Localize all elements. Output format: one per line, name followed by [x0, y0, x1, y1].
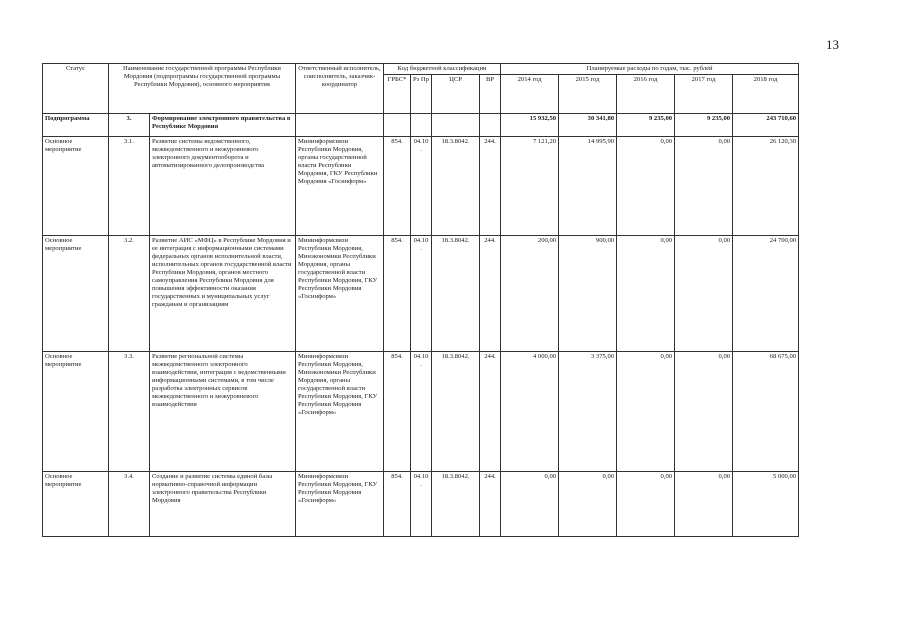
row-grbs: 854. — [384, 236, 411, 352]
row-2016: 0,00 — [617, 472, 675, 537]
header-rz-pr: Рз Пр — [411, 75, 432, 114]
row-2015: 3 375,00 — [559, 352, 617, 472]
subprogram-2017: 9 235,00 — [675, 114, 733, 137]
subprogram-row — [43, 114, 799, 137]
header-year-2016: 2016 год — [617, 75, 675, 114]
row-csr: 18.3.8042. — [432, 472, 480, 537]
row-2017: 0,00 — [675, 352, 733, 472]
row-num: 3.2. — [109, 236, 150, 352]
header-csr: ЦСР — [432, 75, 480, 114]
subprogram-2016: 9 235,00 — [617, 114, 675, 137]
row-2015: 900,00 — [559, 236, 617, 352]
table-row — [43, 352, 799, 472]
row-2015: 14 995,90 — [559, 137, 617, 236]
row-vr: 244. — [480, 352, 501, 472]
row-2015: 0,00 — [559, 472, 617, 537]
row-responsible: Мининформсвязи Республики Мордовия, ГКУ Республики Мордовия «Госинформ» — [296, 472, 384, 537]
header-grbs: ГРБС* — [384, 75, 411, 114]
header-planned: Планируемые расходы по годам, тыс. рублей — [501, 64, 799, 75]
row-grbs: 854. — [384, 137, 411, 236]
row-2018: 5 000,00 — [733, 472, 799, 537]
row-2017: 0,00 — [675, 472, 733, 537]
row-grbs: 854. — [384, 352, 411, 472]
subprogram-2018: 243 710,60 — [733, 114, 799, 137]
expenses-table — [42, 63, 799, 537]
header-status: Статус — [43, 64, 109, 114]
row-2014: 200,00 — [501, 236, 559, 352]
row-2018: 68 675,00 — [733, 352, 799, 472]
row-2016: 0,00 — [617, 352, 675, 472]
header-year-2017: 2017 год — [675, 75, 733, 114]
row-name: Создание и развитие системы единой базы нормативно-справочной информации электронного правительства Республики Мордовия — [150, 472, 296, 537]
row-name: Развитие системы ведомственного, межведомственного и межуровневого электронного документооборота и автоматизированного делопроизводства — [150, 137, 296, 236]
row-2018: 26 120,30 — [733, 137, 799, 236]
header-year-2014: 2014 год — [501, 75, 559, 114]
header-year-2015: 2015 год — [559, 75, 617, 114]
row-rz: 04.10. — [411, 472, 432, 537]
subprogram-2015: 30 341,80 — [559, 114, 617, 137]
row-2014: 4 000,00 — [501, 352, 559, 472]
header-budget-code: Код бюджетной классификации — [384, 64, 501, 75]
row-num: 3.3. — [109, 352, 150, 472]
row-2016: 0,00 — [617, 236, 675, 352]
row-2014: 0,00 — [501, 472, 559, 537]
row-2017: 0,00 — [675, 137, 733, 236]
row-2017: 0,00 — [675, 236, 733, 352]
row-rz: 04.10. — [411, 352, 432, 472]
header-year-2018: 2018 год — [733, 75, 799, 114]
row-rz: 04.10. — [411, 236, 432, 352]
row-responsible: Мининформсвязи Республики Мордовия, Минэкономики Республики Мордовия, органы государственной власти Республики Мордовия, ГКУ Республики Мордовия «Госинформ» — [296, 352, 384, 472]
row-csr: 18.3.8042. — [432, 137, 480, 236]
subprogram-name: Формирование электронного правительства в Республике Мордовия — [150, 114, 296, 137]
header-name: Наименование государственной программы Республики Мордовия (подпрограммы государственной программы Республики Мордовия), основного мероприятия — [109, 64, 296, 114]
header-responsible: Ответственный исполнитель, соисполнитель, заказчик-координатор — [296, 64, 384, 114]
subprogram-2014: 15 932,50 — [501, 114, 559, 137]
row-csr: 18.3.8042. — [432, 236, 480, 352]
row-rz: 04.10. — [411, 137, 432, 236]
header-row-1 — [43, 64, 799, 75]
row-status: Основное мероприятие — [43, 137, 109, 236]
row-grbs: 854. — [384, 472, 411, 537]
row-2014: 7 121,20 — [501, 137, 559, 236]
page-number: 13 — [826, 37, 839, 52]
row-vr: 244. — [480, 236, 501, 352]
row-num: 3.1. — [109, 137, 150, 236]
subprogram-status: Подпрограмма — [43, 114, 109, 137]
row-status: Основное мероприятие — [43, 236, 109, 352]
row-status: Основное мероприятие — [43, 472, 109, 537]
row-2018: 24 700,00 — [733, 236, 799, 352]
row-responsible: Мининформсвязи Республики Мордовия, Минэкономики Республики Мордовия, органы государственной власти Республики Мордовия, ГКУ Республики Мордовия «Госинформ» — [296, 236, 384, 352]
row-name: Развитие АИС «МФЦ» в Республике Мордовия и ее интеграция с информационными системами федеральных органов исполнительной власти, исполнительных органов государственной власти Республики Мордовия, органов местного самоуправления Республики Мордовия для повышения эффективности оказания государственных и муниципальных услуг гражданам и организациям — [150, 236, 296, 352]
row-vr: 244. — [480, 472, 501, 537]
row-status: Основное мероприятие — [43, 352, 109, 472]
table-row — [43, 137, 799, 236]
row-responsible: Мининформсвязи Республики Мордовия, органы государственной власти Республики Мордовия, ГКУ Республики Мордовия «Госинформ» — [296, 137, 384, 236]
table-row — [43, 472, 799, 537]
row-csr: 18.3.8042. — [432, 352, 480, 472]
row-name: Развитие региональной системы межведомственного электронного взаимодействия, интеграция с ведомственными информационными системами, в том числе разработка электронных сервисов межведомственного и межуровневого взаимодействия — [150, 352, 296, 472]
row-num: 3.4. — [109, 472, 150, 537]
row-vr: 244. — [480, 137, 501, 236]
subprogram-num: 3. — [109, 114, 150, 137]
header-vr: ВР — [480, 75, 501, 114]
table-row — [43, 236, 799, 352]
row-2016: 0,00 — [617, 137, 675, 236]
